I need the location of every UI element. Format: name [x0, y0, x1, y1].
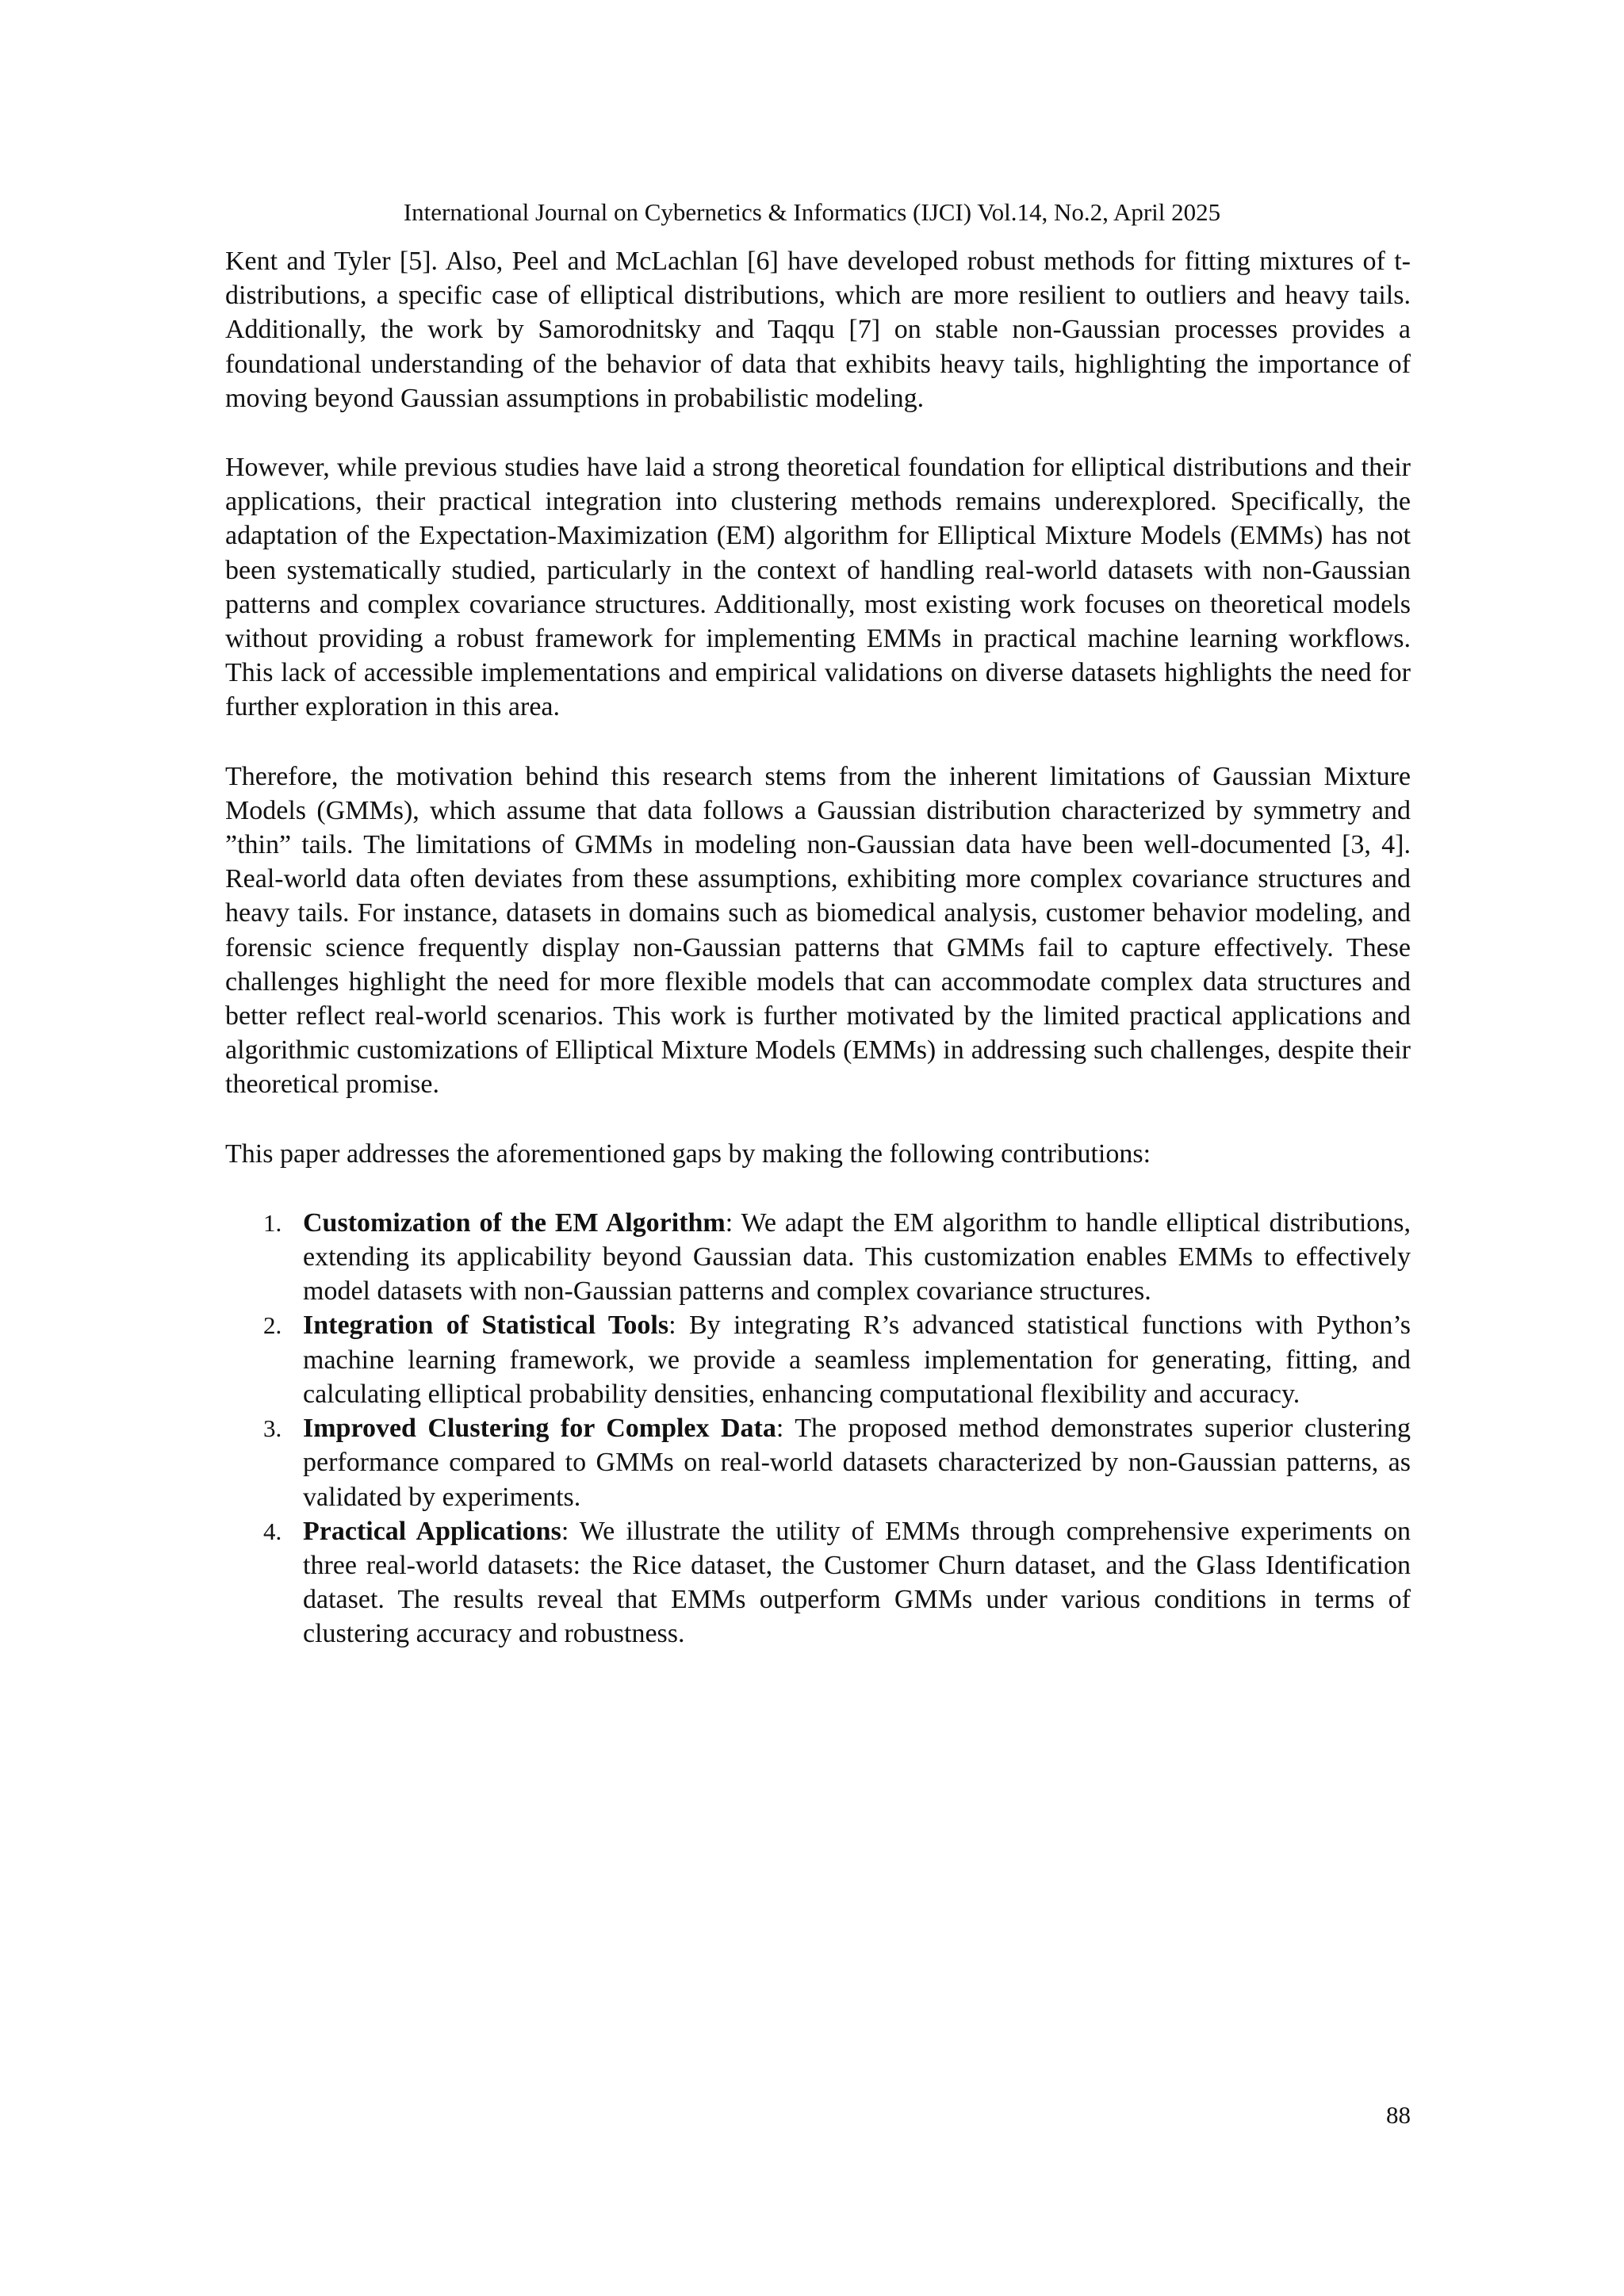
paragraph-motivation: Therefore, the motivation behind this research stems from the inherent limitations of Gaussian Mixture Models (GMMs), which assume that data follows a Gaussian distribution characterized by symmetry and ”thin” tails. The limitations of GMMs in modeling non-Gaussian data have been well-documented [3, 4]. Real-world data often deviates from these assumptions, exhibiting more complex covariance structures and heavy tails. For instance, datasets in domains such as biomedical analysis, customer behavior modeling, and forensic science frequently display non-Gaussian patterns that GMMs fail to capture effectively. These challenges highlight the need for more flexible models that can accommodate complex data structures and better reflect real-world scenarios. This work is further motivated by the limited practical applications and algorithmic customizations of Elliptical Mixture Models (EMMs) in addressing such challenges, despite their theoretical promise. — [225, 761, 1411, 1100]
contribution-number: 3. — [263, 1414, 282, 1443]
contribution-item — [225, 1308, 1411, 1411]
contribution-text: : The proposed method demonstrates superior clustering performance compared to GMMs on real-world datasets characterized by non-Gaussian patterns, as validated by experiments. — [303, 1414, 1411, 1512]
contribution-number: 4. — [263, 1517, 282, 1545]
contribution-item — [225, 1206, 1411, 1309]
contribution-item — [225, 1514, 1411, 1651]
paragraph-research-gap: However, while previous studies have laid a strong theoretical foundation for elliptical distributions and their applications, their practical integration into clustering methods remains underexplored. Specifically, the adaptation of the Expectation-Maximization (EM) algorithm for Elliptical Mixture Models (EMMs) has not been systematically studied, particularly in the context of handling real-world datasets with non-Gaussian patterns and complex covariance structures. Additionally, most existing work focuses on theoretical models without providing a robust framework for implementing EMMs in practical machine learning workflows. This lack of accessible implementations and empirical validations on diverse datasets highlights the need for further exploration in this area. — [225, 453, 1411, 722]
article-body — [225, 244, 1411, 1651]
contribution-title: Customization of the EM Algorithm — [303, 1207, 726, 1238]
contribution-title: Practical Applications — [303, 1516, 561, 1546]
contribution-text: : We illustrate the utility of EMMs through comprehensive experiments on three real-world datasets: the Rice dataset, the Customer Churn dataset, and the Glass Identification dataset. The results reveal that EMMs outperform GMMs under various conditions in terms of clustering accuracy and robustness. — [303, 1516, 1411, 1649]
contribution-item — [225, 1411, 1411, 1514]
paragraph-prior-work: Kent and Tyler [5]. Also, Peel and McLachlan [6] have developed robust methods for fitting mixtures of t-distributions, a specific case of elliptical distributions, which are more resilient to outliers and heavy tails. Additionally, the work by Samorodnitsky and Taqqu [7] on stable non-Gaussian processes provides a foundational understanding of the behavior of data that exhibits heavy tails, highlighting the importance of moving beyond Gaussian assumptions in probabilistic modeling. — [225, 247, 1411, 413]
contribution-number: 1. — [263, 1208, 282, 1237]
contribution-text: : We adapt the EM algorithm to handle elliptical distributions, extending its applicability beyond Gaussian data. This customization enables EMMs to effectively model datasets with non-Gaussian patterns and complex covariance structures. — [303, 1207, 1411, 1307]
contribution-text: : By integrating R’s advanced statistical functions with Python’s machine learning framework, we provide a seamless implementation for generating, fitting, and calculating elliptical probability densities, enhancing computational flexibility and accuracy. — [303, 1311, 1411, 1409]
contribution-title: Improved Clustering for Complex Data — [303, 1414, 776, 1444]
page-number: 88 — [1386, 2101, 1411, 2129]
journal-header: International Journal on Cybernetics & Informatics (IJCI) Vol.14, No.2, April 2025 — [403, 198, 1221, 226]
contribution-number: 2. — [263, 1311, 282, 1340]
contributions-list — [225, 1206, 1411, 1651]
contribution-title: Integration of Statistical Tools — [303, 1311, 669, 1341]
paragraph-contributions-intro: This paper addresses the aforementioned gaps by making the following contributions: — [225, 1138, 1151, 1169]
